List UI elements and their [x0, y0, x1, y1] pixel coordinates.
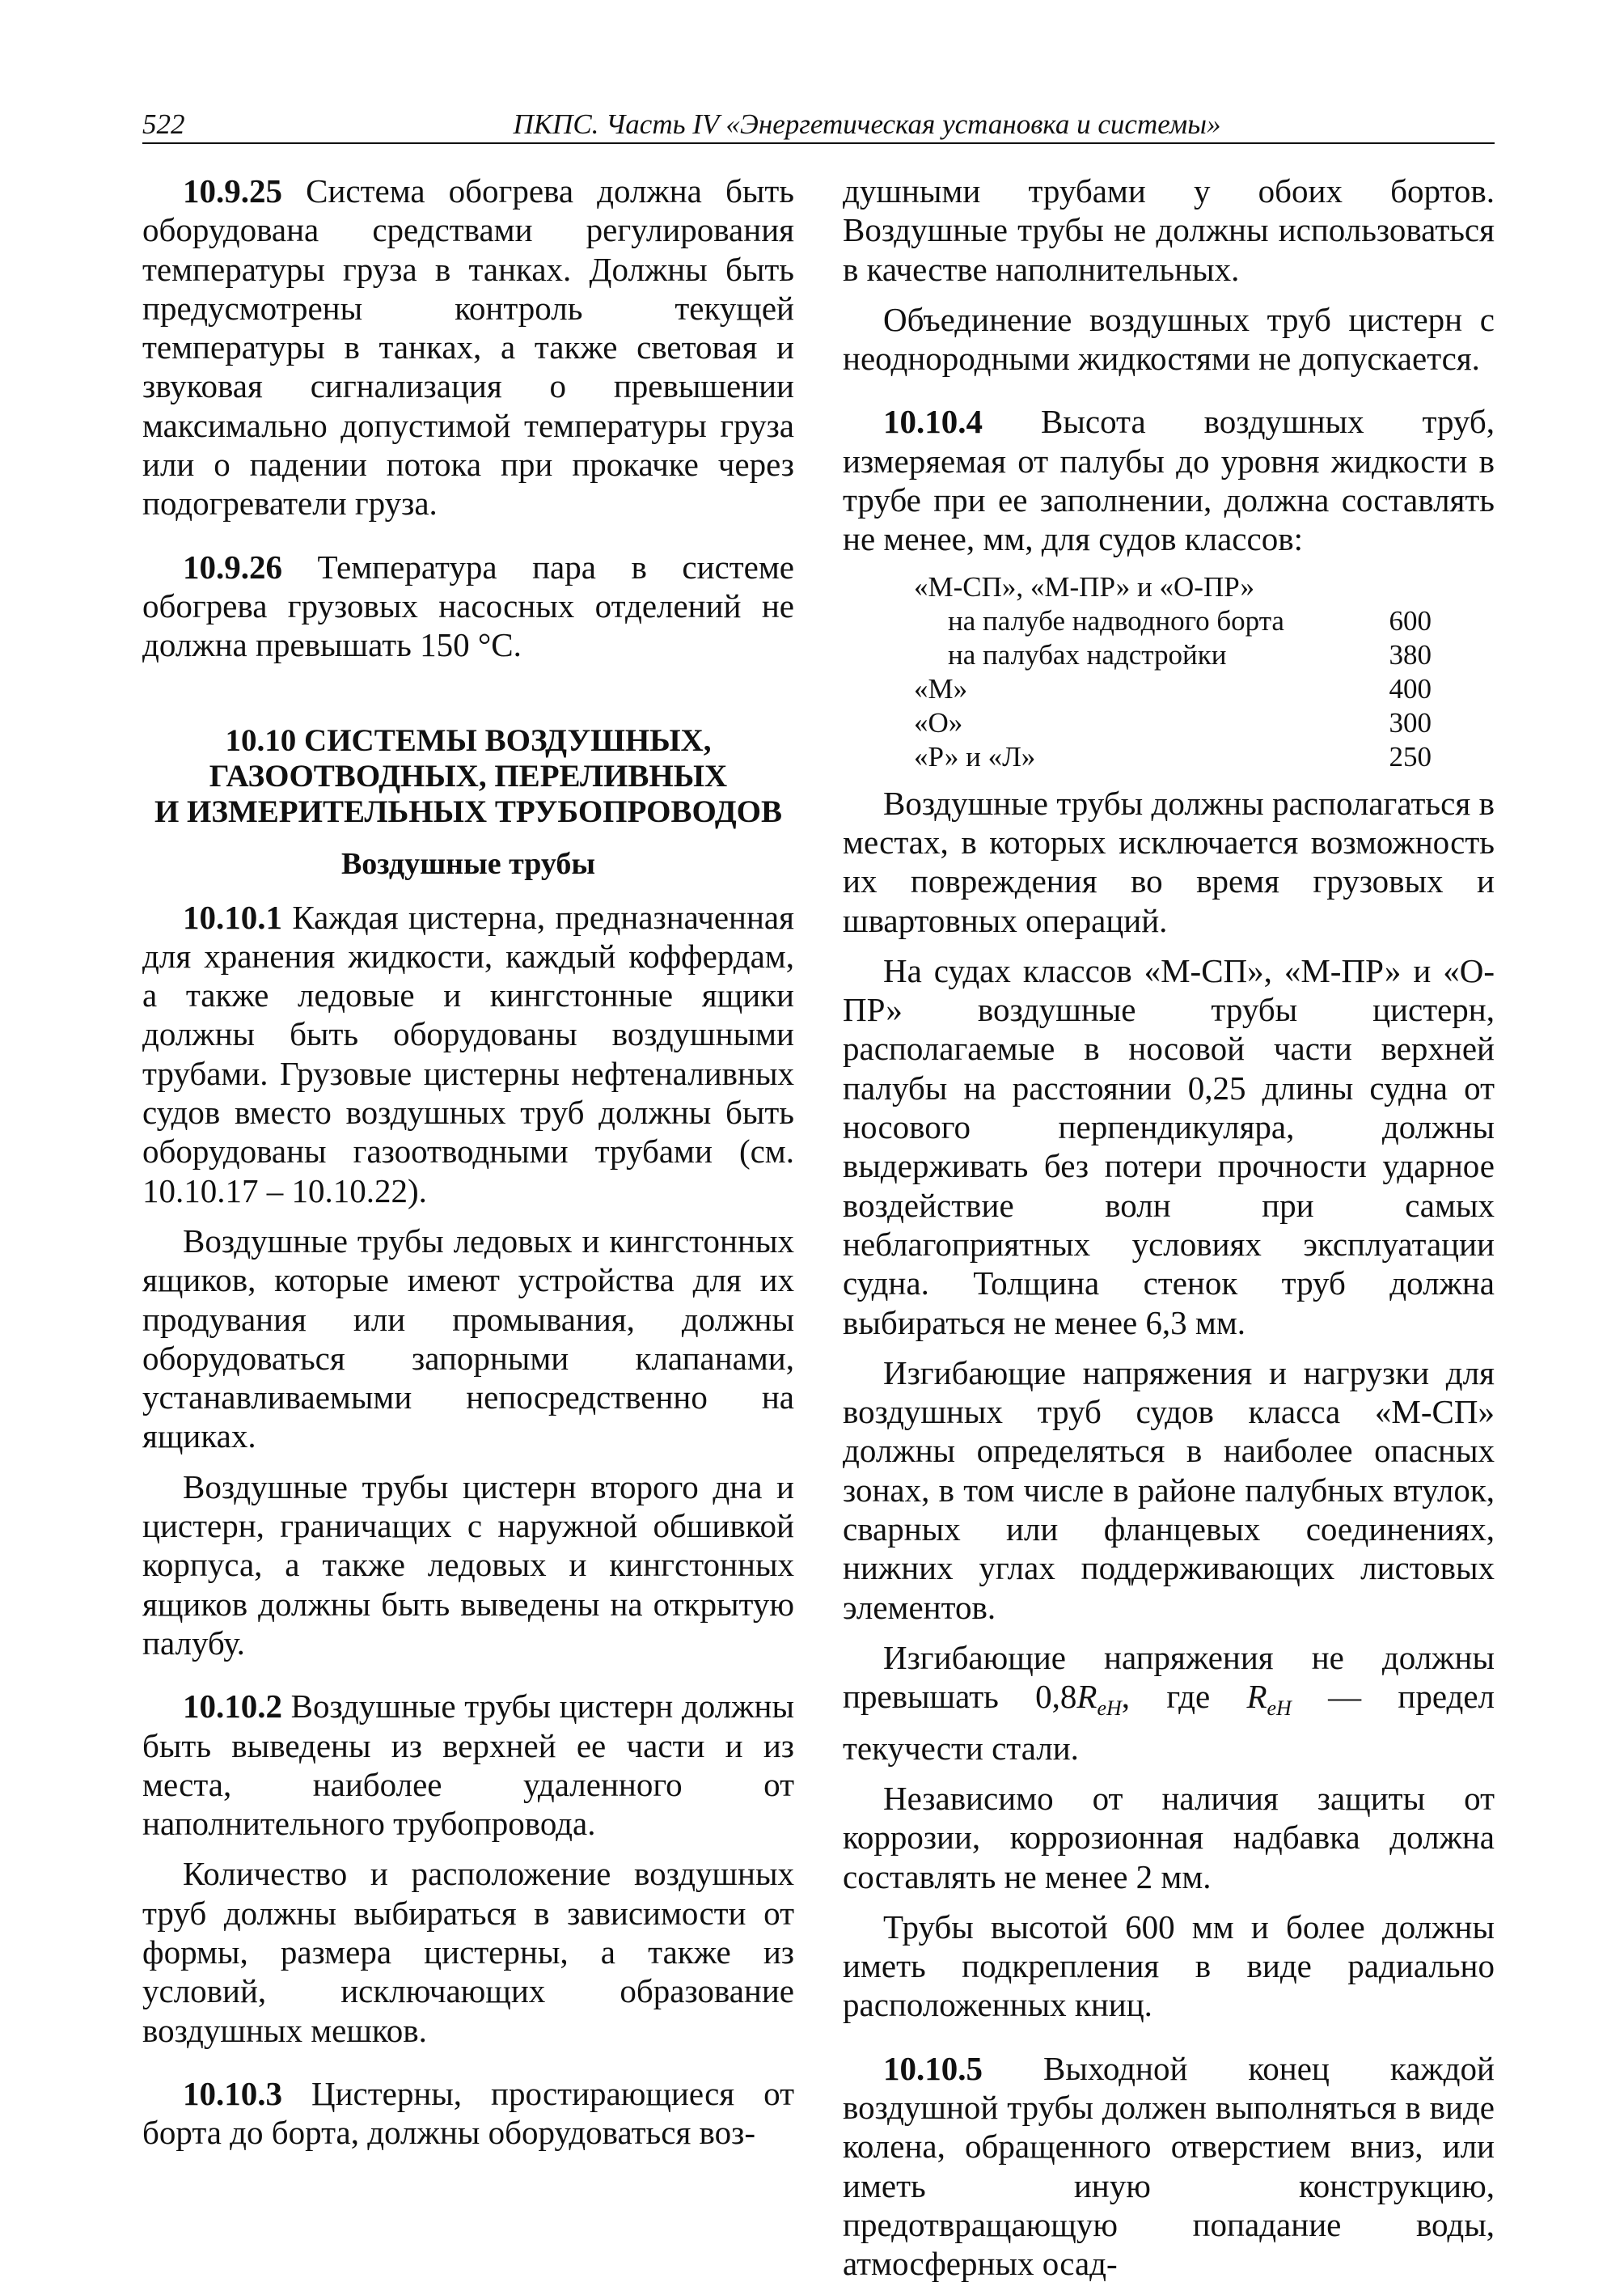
clause-text: Каждая цистерна, предназначенная для хранения жидкости, каждый коффердам, а также ледовые и кингстонные ящики должны быть оборудованы воздушными трубами. Грузовые цистерны нефтеналивных судов вместо воздушных труб должны быть оборудованы газоотводными трубами (см. 10.10.17 – 10.10.22). [142, 898, 794, 1209]
row-value: 400 [1389, 672, 1432, 705]
paragraph: Воздушные трубы должны располагаться в местах, в которых исключается возможность их повреждения во время грузовых и швартовных операций. [843, 784, 1495, 939]
row-label: «О» [914, 706, 963, 739]
table-row [843, 604, 1495, 638]
clause-text: Воздушные трубы цистерн должны быть выведены из верхней ее части и из места, наиболее удаленного от наполнительного трубопровода. [142, 1687, 794, 1843]
page-header [142, 104, 1495, 144]
section-heading-line: 10.10 СИСТЕМЫ ВОЗДУШНЫХ, [225, 722, 712, 758]
paragraph-bending-stress [843, 1638, 1495, 1768]
clause-number: 10.10.2 [183, 1687, 282, 1725]
row-value: 600 [1389, 604, 1432, 637]
clause-number: 10.9.26 [183, 548, 282, 586]
symbol-r: R [1246, 1678, 1267, 1716]
clause-text: Температура пара в системе обогрева грузовых насосных отделений не должна превышать 150 °С. [142, 548, 794, 664]
row-value: 250 [1389, 740, 1432, 773]
text-run: , где [1121, 1678, 1247, 1716]
section-heading-line: И ИЗМЕРИТЕЛЬНЫХ ТРУБОПРОВОДОВ [154, 794, 783, 829]
row-value: 300 [1389, 706, 1432, 739]
paragraph: На судах классов «М-СП», «М-ПР» и «О-ПР» воздушные трубы цистерн, располагаемые в носовой части верхней палубы на расстоянии 0,25 длины судна от носового перпендикуляра, должны выдерживать без потери прочности ударное воздействие волн при самых неблагоприятных условиях эксплуатации судна. Толщина стенок труб должна выбираться не менее 6,3 мм. [843, 951, 1495, 1341]
row-label: на палубах надстройки [948, 638, 1227, 671]
clause-number: 10.9.25 [183, 172, 282, 210]
table-row [843, 638, 1495, 672]
right-column [843, 171, 1495, 2295]
paragraph-10-10-2 [142, 1687, 794, 1843]
running-title: ПКПС. Часть IV «Энергетическая установка и системы» [513, 108, 1221, 140]
row-value: 380 [1389, 638, 1432, 671]
paragraph: Трубы высотой 600 мм и более должны иметь подкрепления в виде радиально расположенных книц. [843, 1908, 1495, 2024]
symbol-subscript: eH [1097, 1696, 1122, 1721]
table-row [843, 706, 1495, 740]
clause-number: 10.10.4 [883, 403, 983, 441]
paragraph: Объединение воздушных труб цистерн с неоднородными жидкостями не допускается. [843, 300, 1495, 378]
text-run: — предел текучести стали. [843, 1678, 1495, 1767]
section-heading [142, 723, 794, 830]
paragraph: Воздушные трубы ледовых и кингстонных ящиков, которые имеют устройства для их продувания или промывания, должны оборудоваться запорными клапанами, устанавливаемыми непосредственно на ящиках. [142, 1222, 794, 1455]
table-row [843, 740, 1495, 774]
clause-text: Высота воздушных труб, измеряемая от палубы до уровня жидкости в трубе при ее заполнении, должна составлять не менее, мм, для судов классов: [843, 403, 1495, 558]
table-row [843, 570, 1495, 604]
subsection-heading: Воздушные трубы [340, 846, 596, 881]
paragraph-10-10-3 [142, 2074, 794, 2153]
left-column [142, 171, 794, 2163]
clause-text: Выходной конец каждой воздушной трубы должен выполняться в виде колена, обращенного отверстием вниз, или иметь иную конструкцию, предотвращающую попадание воды, атмосферных осад- [843, 2049, 1495, 2283]
row-label: «М» [914, 672, 968, 705]
clause-text: Система обогрева должна быть оборудована средствами регулирования температуры груза в танках. Должны быть предусмотрены контроль текущей температуры в танках, а также световая и звуковая сигнализация о превышении максимально допустимой температуры груза или о падении потока при прокачке через подогреватели груза. [142, 172, 794, 523]
paragraph-10-9-25 [142, 171, 794, 523]
section-heading-line: ГАЗООТВОДНЫХ, ПЕРЕЛИВНЫХ [209, 758, 728, 794]
paragraph: Независимо от наличия защиты от коррозии, коррозионная надбавка должна составлять не менее 2 мм. [843, 1779, 1495, 1895]
page-number: 522 [142, 108, 185, 140]
paragraph: Воздушные трубы цистерн второго дна и цистерн, граничащих с наружной обшивкой корпуса, а также ледовых и кингстонных ящиков должны быть выведены на открытую палубу. [142, 1467, 794, 1662]
row-label: «М-СП», «М-ПР» и «О-ПР» [914, 570, 1255, 603]
row-label: «Р» и «Л» [914, 740, 1036, 773]
row-label: на палубе надводного борта [948, 604, 1284, 637]
paragraph-10-10-4 [843, 402, 1495, 558]
paragraph-10-10-5 [843, 2049, 1495, 2284]
paragraph: Изгибающие напряжения и нагрузки для воздушных труб судов класса «М-СП» должны определяться в наиболее опасных зонах, в том числе в районе палубных втулок, сварных или фланцевых соединениях, нижних углах поддерживающих листовых элементов. [843, 1353, 1495, 1626]
clause-number: 10.10.3 [183, 2074, 282, 2112]
clause-number: 10.10.5 [883, 2049, 983, 2087]
symbol-r: R [1076, 1678, 1097, 1716]
paragraph-10-10-1 [142, 898, 794, 1210]
clause-text: Цистерны, простирающиеся от борта до борта, должны оборудоваться воз- [142, 2074, 794, 2152]
paragraph-continued: душными трубами у обоих бортов. Воздушные трубы не должны использоваться в качестве наполнительных. [843, 172, 1495, 288]
table-row [843, 672, 1495, 706]
paragraph-10-9-26 [142, 548, 794, 665]
symbol-subscript: eH [1267, 1696, 1292, 1721]
air-pipe-height-table [843, 570, 1495, 774]
text-run: Изгибающие напряжения не должны превышать 0,8 [843, 1638, 1495, 1716]
paragraph: Количество и расположение воздушных труб должны выбираться в зависимости от формы, размера цистерны, а также из условий, исключающих образование воздушных мешков. [142, 1855, 794, 2049]
clause-number: 10.10.1 [183, 898, 282, 936]
